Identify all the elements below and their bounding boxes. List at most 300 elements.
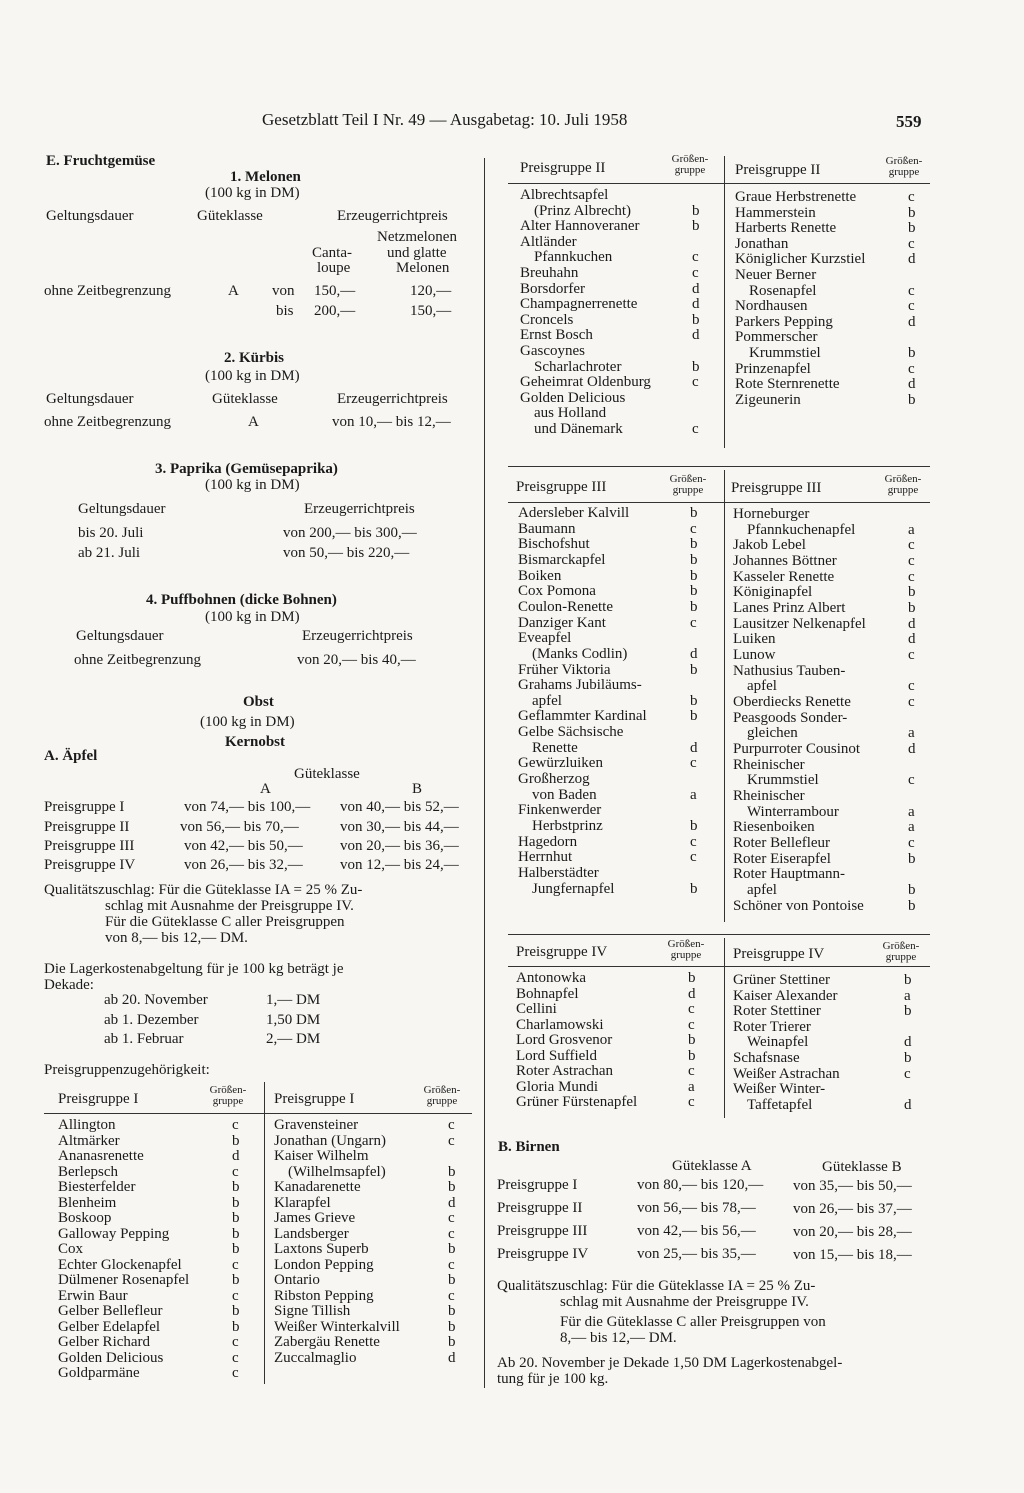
variety-name: Rosenapfel — [749, 282, 817, 299]
lager-value: 1,— DM — [266, 992, 321, 1008]
birnen-row-a: von 56,— bis 78,— — [637, 1200, 756, 1216]
pg4-top-rule — [508, 934, 930, 935]
variety-name: Gewürzluiken — [518, 755, 603, 772]
variety-name: Danziger Kant — [518, 614, 606, 631]
variety-name: Allington — [58, 1117, 116, 1133]
melonen-r1-netz: 120,— — [410, 283, 452, 299]
melonen-col-gueteklasse: Güteklasse — [197, 208, 263, 224]
size-group: b — [692, 358, 700, 375]
size-group: c — [908, 772, 915, 789]
size-group: d — [908, 615, 916, 632]
size-group: c — [232, 1163, 239, 1180]
variety-name: Purpurroter Cousinot — [733, 740, 861, 757]
variety-name: Königinapfel — [733, 584, 813, 601]
variety-name: Champagnerrenette — [520, 296, 638, 313]
variety-name: Weinapfel — [747, 1034, 809, 1051]
pg2-rule — [508, 183, 930, 184]
melonen-unit: (100 kg in DM) — [205, 185, 300, 201]
aepfel-row-label: Preisgruppe II — [44, 819, 130, 835]
variety-name: Goldparmäne — [58, 1365, 140, 1381]
variety-name: apfel — [747, 881, 777, 898]
birnen-zuschlag-3: Für die Güteklasse C aller Preisgruppen von — [560, 1314, 826, 1330]
size-group: a — [690, 786, 697, 803]
size-group: c — [692, 265, 699, 281]
variety-name: Lausitzer Nelkenapfel — [733, 615, 866, 632]
variety-name: Herbstprinz — [532, 818, 603, 834]
variety-name: Pfannkuchen — [534, 249, 613, 266]
variety-name: Borsdorfer — [520, 280, 585, 297]
lager-date: ab 20. November — [104, 992, 208, 1008]
variety-name: Golden Delicious — [520, 389, 626, 406]
size-group: c — [908, 282, 915, 299]
aepfel-klasse-a: A — [260, 781, 271, 797]
variety-name: Lord Suffield — [516, 1047, 597, 1064]
variety-name: Großherzog — [518, 771, 590, 788]
paprika-col-preis: Erzeugerrichtpreis — [304, 501, 415, 517]
pg2a-head: Preisgruppe II — [520, 160, 606, 176]
aepfel-row-a: von 26,— bis 32,— — [184, 857, 303, 873]
size-group: b — [448, 1163, 456, 1180]
variety-name: Grahams Jubiläums- — [518, 677, 642, 694]
melonen-sub-glatte: und glatte — [387, 245, 447, 261]
aepfel-zuschlag-3: Für die Güteklasse C aller Preisgruppen — [105, 914, 345, 930]
puffbohnen-col-preis: Erzeugerrichtpreis — [302, 628, 413, 644]
birnen-klasse-a: Güteklasse A — [672, 1158, 752, 1174]
melonen-r2-bis: bis — [276, 303, 294, 319]
variety-name: aus Holland — [534, 405, 607, 422]
variety-name: Boskoop — [58, 1210, 112, 1226]
gg-label-1: Größen- — [209, 1084, 247, 1096]
lager-value: 1,50 DM — [266, 1012, 321, 1028]
variety-name: Geheimrat Oldenburg — [520, 374, 651, 391]
variety-name: Parkers Pepping — [735, 313, 833, 330]
size-group: c — [908, 693, 915, 710]
gg-label-2: gruppe — [887, 484, 919, 496]
aepfel-row-a: von 42,— bis 50,— — [184, 838, 303, 854]
gg-label-2: gruppe — [674, 164, 706, 176]
variety-name: Harberts Renette — [735, 220, 837, 237]
size-group: c — [692, 374, 699, 391]
size-group: c — [688, 1016, 695, 1033]
size-group: d — [904, 1034, 912, 1051]
variety-name: (Prinz Albrecht) — [534, 202, 632, 219]
variety-name: und Dänemark — [534, 421, 623, 437]
pg3-top-rule — [508, 466, 930, 467]
melonen-sub-canta: Canta- — [312, 245, 352, 261]
aepfel-lager-1: Die Lagerkostenabgeltung für je 100 kg beträgt je — [44, 961, 344, 977]
puffbohnen-r1-geltung: ohne Zeitbegrenzung — [74, 652, 202, 668]
size-group: c — [688, 1001, 695, 1017]
size-group: a — [904, 987, 911, 1004]
variety-name: Lord Grosvenor — [516, 1032, 613, 1048]
pg1a-head: Preisgruppe I — [58, 1091, 139, 1107]
section-e-title: E. Fruchtgemüse — [46, 153, 156, 169]
melonen-sub-netz: Netzmelonen — [377, 229, 457, 245]
variety-name: Taffetapfel — [747, 1096, 813, 1113]
size-group: d — [448, 1349, 456, 1366]
birnen-row-b: von 26,— bis 37,— — [793, 1201, 912, 1217]
variety-name: Zigeunerin — [735, 391, 801, 408]
aepfel-row-label: Preisgruppe I — [44, 799, 125, 815]
size-group: b — [690, 583, 698, 600]
size-group: d — [232, 1148, 240, 1164]
variety-name: Ontario — [274, 1272, 320, 1288]
pg2a-gg — [662, 154, 718, 176]
aepfel-klasse-b: B — [412, 781, 423, 797]
variety-name: Roter Astrachan — [516, 1063, 614, 1079]
size-group: b — [692, 202, 700, 219]
variety-name: Gravensteiner — [274, 1117, 359, 1133]
pg1a-gg — [202, 1085, 254, 1107]
gg-label-1: Größen- — [882, 940, 920, 952]
melonen-r2-canta: 200,— — [314, 303, 356, 319]
size-group: c — [908, 834, 915, 851]
size-group: c — [908, 568, 915, 585]
variety-name: gleichen — [747, 725, 798, 742]
size-group: c — [448, 1256, 455, 1273]
birnen-zuschlag-1: Qualitätszuschlag: Für die Güteklasse IA = 25 % Zu- — [497, 1278, 816, 1294]
gg-label-2: gruppe — [885, 951, 917, 963]
variety-name: Weißer Astrachan — [733, 1065, 840, 1082]
size-group: b — [904, 1050, 912, 1066]
gg-label-2: gruppe — [888, 166, 920, 178]
birnen-row-label: Preisgruppe I — [497, 1177, 578, 1193]
size-group: b — [904, 1003, 912, 1020]
variety-name: Geflammter Kardinal — [518, 708, 647, 725]
variety-name: Roter Eiserapfel — [733, 850, 831, 867]
melonen-sub-loupe: loupe — [317, 260, 351, 276]
variety-name: Scharlachroter — [534, 358, 622, 375]
size-group: b — [232, 1241, 240, 1257]
variety-name: Peasgoods Sonder- — [733, 709, 848, 726]
birnen-row-a: von 80,— bis 120,— — [637, 1177, 764, 1193]
variety-name: Echter Glockenapfel — [58, 1256, 182, 1273]
variety-name: Ernst Bosch — [520, 327, 593, 344]
birnen-row-label: Preisgruppe II — [497, 1200, 583, 1216]
column-separator — [484, 158, 485, 1388]
pg3-rule — [508, 502, 930, 503]
variety-name: James Grieve — [274, 1210, 356, 1226]
size-group: c — [448, 1132, 455, 1149]
size-group: d — [692, 327, 700, 344]
size-group: b — [690, 708, 698, 725]
variety-name: Alter Hannoveraner — [520, 218, 640, 235]
birnen-row-b: von 35,— bis 50,— — [793, 1178, 912, 1194]
size-group: a — [908, 819, 915, 836]
pg1-rule — [44, 1113, 472, 1114]
variety-name: Rheinischer — [733, 787, 805, 804]
melonen-col-geltung: Geltungsdauer — [46, 208, 134, 224]
variety-name: Zabergäu Renette — [274, 1334, 380, 1350]
size-group: b — [690, 551, 698, 568]
size-group: b — [448, 1179, 456, 1195]
size-group: c — [904, 1065, 911, 1082]
size-group: a — [688, 1078, 695, 1095]
size-group: b — [448, 1303, 456, 1319]
variety-name: Krummstiel — [747, 772, 819, 789]
variety-name: Prinzenapfel — [735, 360, 811, 377]
size-group: b — [908, 204, 916, 221]
gg-label-2: gruppe — [672, 484, 704, 496]
variety-name: Zuccalmaglio — [274, 1349, 357, 1366]
kuerbis-unit: (100 kg in DM) — [205, 368, 300, 384]
size-group: b — [908, 850, 916, 867]
size-group: c — [690, 849, 697, 866]
variety-name: Königlicher Kurzstiel — [735, 251, 866, 268]
size-group: c — [448, 1287, 455, 1304]
variety-name: Halberstädter — [518, 864, 599, 881]
variety-name: Breuhahn — [520, 265, 579, 281]
variety-name: Gelber Richard — [58, 1334, 151, 1350]
size-group: b — [908, 220, 916, 237]
variety-name: Baumann — [518, 520, 576, 537]
variety-name: Erwin Baur — [58, 1287, 128, 1304]
size-group: d — [692, 296, 700, 313]
paprika-r2-preis: von 50,— bis 220,— — [283, 545, 410, 561]
size-group: b — [232, 1225, 240, 1242]
size-group: d — [692, 280, 700, 297]
size-group: c — [448, 1210, 455, 1226]
aepfel-row-b: von 30,— bis 44,— — [340, 819, 459, 835]
gg-label-1: Größen- — [671, 153, 709, 165]
pg1-divider — [264, 1082, 265, 1384]
size-group: d — [690, 739, 698, 756]
variety-name: Galloway Pepping — [58, 1225, 170, 1242]
variety-name: Nathusius Tauben- — [733, 662, 846, 679]
size-group: b — [688, 1032, 696, 1048]
aepfel-zuschlag-2: schlag mit Ausnahme der Preisgruppe IV. — [105, 898, 354, 914]
pg1b-head: Preisgruppe I — [274, 1091, 355, 1107]
pg4a-gg — [658, 939, 714, 961]
pg4b-gg — [873, 941, 929, 963]
size-group: b — [690, 598, 698, 615]
size-group: b — [448, 1272, 456, 1288]
melonen-sub-melonen: Melonen — [396, 260, 450, 276]
variety-name: Bischofshut — [518, 536, 590, 553]
variety-name: Roter Hauptmann- — [733, 866, 846, 883]
pg1b-gg — [416, 1085, 468, 1107]
variety-name: Golden Delicious — [58, 1349, 164, 1366]
melonen-title: 1. Melonen — [230, 169, 301, 185]
gg-label-1: Größen- — [885, 155, 923, 167]
aepfel-row-a: von 74,— bis 100,— — [184, 799, 311, 815]
size-group: c — [688, 1063, 695, 1079]
variety-name: Laxtons Superb — [274, 1241, 369, 1257]
variety-name: Renette — [532, 739, 578, 756]
variety-name: Adersleber Kalvill — [518, 505, 630, 521]
size-group: b — [232, 1303, 240, 1319]
kuerbis-title: 2. Kürbis — [224, 350, 285, 366]
variety-name: Jungfernapfel — [532, 880, 615, 897]
variety-name: London Pepping — [274, 1256, 374, 1273]
size-group: a — [908, 803, 915, 820]
size-group: b — [448, 1334, 456, 1350]
size-group: d — [904, 1096, 912, 1113]
size-group: c — [690, 614, 697, 631]
size-group: c — [908, 360, 915, 377]
size-group: c — [908, 235, 915, 252]
variety-name: von Baden — [532, 786, 597, 803]
pg2b-head: Preisgruppe II — [735, 162, 821, 178]
variety-name: Rote Sternrenette — [735, 376, 840, 393]
aepfel-row-label: Preisgruppe III — [44, 838, 135, 854]
variety-name: Ananasrenette — [58, 1148, 144, 1164]
size-group: b — [688, 1047, 696, 1064]
variety-name: Schafsnase — [733, 1050, 800, 1066]
gg-label-1: Größen- — [884, 473, 922, 485]
size-group: d — [690, 645, 698, 662]
variety-name: Weißer Winter- — [733, 1081, 826, 1098]
variety-name: Jonathan — [735, 235, 789, 252]
variety-name: Croncels — [520, 311, 574, 328]
obst-kernobst: Kernobst — [225, 734, 285, 750]
size-group: d — [908, 313, 916, 330]
aepfel-row-b: von 40,— bis 52,— — [340, 799, 459, 815]
size-group: c — [688, 1094, 695, 1110]
variety-name: Graue Herbstrenette — [735, 189, 857, 205]
size-group: b — [690, 567, 698, 584]
variety-name: Cox — [58, 1241, 84, 1257]
variety-name: Schöner von Pontoise — [733, 897, 864, 914]
page-header-title: Gesetzblatt Teil I Nr. 49 — Ausgabetag: 10. Juli 1958 — [262, 110, 628, 129]
size-group: c — [232, 1349, 239, 1366]
pg4a-head: Preisgruppe IV — [516, 944, 608, 960]
paprika-r2-geltung: ab 21. Juli — [78, 545, 141, 561]
variety-name: Charlamowski — [516, 1016, 604, 1033]
variety-name: Rheinischer — [733, 756, 805, 773]
size-group: b — [690, 880, 698, 897]
paprika-title: 3. Paprika (Gemüsepaprika) — [155, 461, 338, 477]
variety-name: Altmärker — [58, 1132, 120, 1149]
variety-name: apfel — [747, 678, 777, 695]
variety-name: Früher Viktoria — [518, 661, 611, 678]
size-group: d — [908, 740, 916, 757]
gg-label-2: gruppe — [426, 1095, 458, 1107]
aepfel-row-b: von 20,— bis 36,— — [340, 838, 459, 854]
lager-date: ab 1. Februar — [104, 1031, 184, 1047]
kuerbis-r1-preis: von 10,— bis 12,— — [332, 414, 451, 430]
size-group: d — [688, 985, 696, 1002]
variety-name: Lanes Prinz Albert — [733, 599, 846, 616]
puffbohnen-r1-preis: von 20,— bis 40,— — [297, 652, 416, 668]
size-group: c — [692, 421, 699, 437]
variety-name: Signe Tillish — [274, 1303, 351, 1319]
variety-name: Grüner Fürstenapfel — [516, 1094, 638, 1110]
variety-name: Antonowka — [516, 970, 586, 986]
variety-name: Berlepsch — [58, 1163, 118, 1180]
obst-title: Obst — [243, 694, 274, 710]
pg2-divider — [724, 156, 725, 448]
size-group: d — [448, 1194, 456, 1211]
lager-value: 2,— DM — [266, 1031, 321, 1047]
variety-name: Gloria Mundi — [516, 1078, 599, 1095]
lager-date: ab 1. Dezember — [104, 1012, 199, 1028]
pg3b-head: Preisgruppe III — [731, 480, 822, 496]
variety-name: Bismarckapfel — [518, 551, 606, 568]
birnen-lager-2: tung für je 100 kg. — [497, 1371, 609, 1387]
aepfel-row-a: von 56,— bis 70,— — [180, 819, 299, 835]
variety-name: Dülmener Rosenapfel — [58, 1272, 190, 1288]
birnen-row-a: von 25,— bis 35,— — [637, 1246, 756, 1262]
birnen-zuschlag-4: 8,— bis 12,— DM. — [560, 1330, 677, 1346]
birnen-zuschlag-2: schlag mit Ausnahme der Preisgruppe IV. — [560, 1294, 809, 1310]
size-group: b — [232, 1179, 240, 1195]
melonen-r1-canta: 150,— — [314, 283, 356, 299]
kuerbis-r1-klasse: A — [248, 414, 259, 430]
variety-name: Kasseler Renette — [733, 568, 835, 585]
variety-name: Roter Stettiner — [733, 1003, 821, 1020]
size-group: b — [908, 584, 916, 601]
melonen-col-preis: Erzeugerrichtpreis — [337, 208, 448, 224]
pg3-divider — [724, 470, 725, 922]
variety-name: Biesterfelder — [58, 1179, 136, 1195]
size-group: a — [908, 521, 915, 538]
puffbohnen-unit: (100 kg in DM) — [205, 609, 300, 625]
pg2b-gg — [876, 156, 932, 178]
size-group: c — [908, 646, 915, 663]
paprika-unit: (100 kg in DM) — [205, 477, 300, 493]
size-group: b — [232, 1272, 240, 1288]
size-group: c — [690, 520, 697, 537]
pg3a-head: Preisgruppe III — [516, 479, 607, 495]
pg4-divider — [724, 938, 725, 1118]
kuerbis-r1-geltung: ohne Zeitbegrenzung — [44, 414, 172, 430]
variety-name: Gascoynes — [520, 343, 585, 359]
variety-name: Winterrambour — [747, 803, 839, 820]
variety-name: Jakob Lebel — [733, 537, 806, 554]
birnen-klasse-b: Güteklasse B — [822, 1159, 902, 1175]
variety-name: Krummstiel — [749, 345, 821, 361]
kuerbis-col-preis: Erzeugerrichtpreis — [337, 391, 448, 407]
aepfel-lager-2: Dekade: — [44, 977, 94, 993]
variety-name: Oberdiecks Renette — [733, 693, 851, 710]
kuerbis-col-geltung: Geltungsdauer — [46, 391, 134, 407]
variety-name: Blenheim — [58, 1194, 117, 1211]
size-group: b — [908, 599, 916, 616]
paprika-r1-geltung: bis 20. Juli — [78, 525, 144, 541]
paprika-col-geltung: Geltungsdauer — [78, 501, 166, 517]
aepfel-row-b: von 12,— bis 24,— — [340, 857, 459, 873]
size-group: b — [232, 1318, 240, 1335]
variety-name: Cellini — [516, 1001, 557, 1017]
birnen-row-b: von 20,— bis 28,— — [793, 1224, 912, 1240]
melonen-r1-von: von — [272, 283, 295, 299]
variety-name: Roter Bellefleur — [733, 834, 831, 851]
variety-name: Eveapfel — [518, 630, 572, 647]
size-group: c — [908, 189, 915, 205]
gg-label-2: gruppe — [670, 949, 702, 961]
melonen-r1-klasse: A — [228, 283, 239, 299]
variety-name: Pommerscher — [735, 329, 818, 346]
size-group: c — [232, 1117, 239, 1133]
variety-name: Pfannkuchenapfel — [747, 521, 856, 538]
kuerbis-col-gueteklasse: Güteklasse — [212, 391, 278, 407]
size-group: b — [690, 505, 698, 521]
variety-name: Herrnhut — [518, 849, 573, 866]
puffbohnen-col-geltung: Geltungsdauer — [76, 628, 164, 644]
pg4b-head: Preisgruppe IV — [733, 946, 825, 962]
size-group: c — [690, 755, 697, 772]
size-group: b — [232, 1132, 240, 1149]
variety-name: Albrechtsapfel — [520, 187, 609, 203]
melonen-r1-geltung: ohne Zeitbegrenzung — [44, 283, 172, 299]
size-group: c — [908, 537, 915, 554]
aepfel-row-label: Preisgruppe IV — [44, 857, 136, 873]
variety-name: Finkenwerder — [518, 802, 602, 819]
pg3b-gg — [875, 474, 931, 496]
variety-name: Coulon-Renette — [518, 598, 613, 615]
variety-name: Horneburger — [733, 506, 810, 522]
